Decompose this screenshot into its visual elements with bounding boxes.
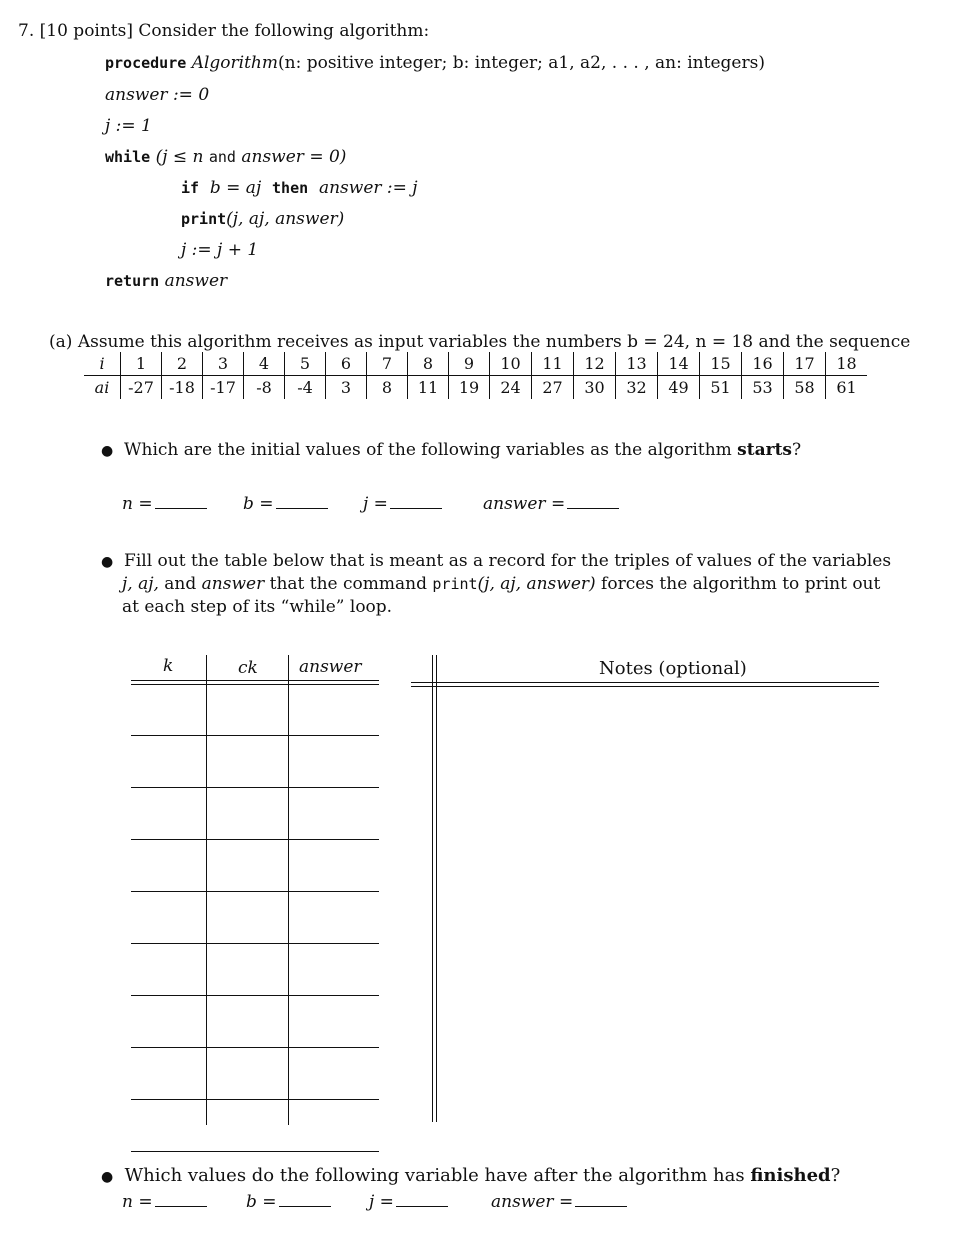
q1-after: ?	[792, 440, 802, 460]
q3-n-field[interactable]	[122, 1192, 207, 1212]
row-rule	[131, 787, 379, 788]
q1-j-blank[interactable]	[390, 508, 442, 509]
kw-while: while	[105, 148, 151, 166]
sequence-index-cell: 8	[408, 352, 449, 376]
if-cond: b = aj	[209, 178, 262, 198]
q1-text	[101, 440, 801, 460]
problem-points: [10 points]	[39, 21, 133, 41]
q3-answer-blank[interactable]	[575, 1206, 627, 1207]
q2-print-kw: print	[432, 575, 478, 593]
algo-params: (n: positive integer; b: integer; a1, a2, . . . , an: integers)	[277, 53, 765, 73]
sequence-index-cell: 18	[826, 352, 868, 376]
q2-vars: j, aj,	[122, 574, 159, 594]
q1-b-blank[interactable]	[276, 508, 328, 509]
sequence-index-cell: 7	[367, 352, 408, 376]
q1-b-label: b =	[243, 494, 274, 514]
bullet-icon: ●	[101, 443, 114, 459]
q3-answer-label: answer =	[491, 1192, 574, 1212]
header-rule-top	[131, 680, 379, 681]
algo-procedure-line	[105, 53, 765, 73]
sequence-value-cell: 24	[490, 376, 532, 400]
algo-while-line	[105, 147, 346, 167]
sequence-index-cell: 9	[449, 352, 490, 376]
while-cond-1: (j ≤ n	[155, 147, 204, 167]
sequence-value-cell: 27	[532, 376, 574, 400]
sequence-index-cell: 16	[742, 352, 784, 376]
part-a-label: (a)	[49, 332, 73, 352]
sequence-value-cell: -18	[162, 376, 203, 400]
sequence-index-cell: 3	[203, 352, 244, 376]
col-answer-header: answer	[299, 657, 362, 677]
q1-n-label: n =	[122, 494, 153, 514]
notes-divider-left	[432, 655, 433, 1122]
sequence-value-cell: -17	[203, 376, 244, 400]
sequence-index-cell: 4	[244, 352, 285, 376]
q3-answer-field[interactable]	[491, 1192, 627, 1212]
algo-j-init: j := 1	[105, 116, 152, 136]
notes-rule-top	[411, 682, 879, 683]
bullet-icon: ●	[101, 554, 114, 570]
sequence-value-cell: -8	[244, 376, 285, 400]
row-rule	[131, 943, 379, 944]
q1-n-blank[interactable]	[155, 508, 207, 509]
q3-b-field[interactable]	[246, 1192, 331, 1212]
sequence-table	[84, 352, 867, 399]
sequence-index-cell: 2	[162, 352, 203, 376]
row-rule	[131, 1047, 379, 1048]
q3-j-field[interactable]	[369, 1192, 448, 1212]
kw-procedure: procedure	[105, 54, 187, 72]
algo-answer-init: answer := 0	[105, 85, 210, 105]
algo-if-line	[181, 178, 418, 198]
sequence-value-cell: -27	[121, 376, 162, 400]
sequence-value-cell: 51	[700, 376, 742, 400]
row-rule	[131, 735, 379, 736]
sequence-index-cell: 10	[490, 352, 532, 376]
then-stmt: answer := j	[318, 178, 418, 198]
kw-and: and	[208, 148, 236, 166]
kw-print: print	[181, 210, 227, 228]
kw-return: return	[105, 272, 160, 290]
q3-before: Which values do the following variable have after the algorithm has	[124, 1165, 751, 1186]
q1-j-label: j =	[363, 494, 388, 514]
q2-answer-var: answer	[201, 574, 265, 594]
sequence-index-cell: 12	[574, 352, 616, 376]
row-rule	[131, 839, 379, 840]
q3-n-blank[interactable]	[155, 1206, 207, 1207]
q3-n-label: n =	[122, 1192, 153, 1212]
sequence-value-cell: 61	[826, 376, 868, 400]
algo-name: Algorithm	[191, 53, 278, 73]
q1-answer-label: answer =	[483, 494, 566, 514]
q3-j-label: j =	[369, 1192, 394, 1212]
q2-line1	[101, 551, 891, 571]
sequence-value-cell: 19	[449, 376, 490, 400]
sequence-value-cell: 8	[367, 376, 408, 400]
algo-print-line	[181, 209, 344, 229]
col-divider-1	[206, 655, 207, 1125]
sequence-index-cell: 5	[285, 352, 326, 376]
q3-j-blank[interactable]	[396, 1206, 448, 1207]
sequence-index-row	[84, 352, 867, 376]
sequence-value-cell: 3	[326, 376, 367, 400]
q1-answer-blank[interactable]	[567, 508, 619, 509]
sequence-value-cell: 58	[784, 376, 826, 400]
sequence-index-cell: 6	[326, 352, 367, 376]
col-divider-2	[288, 655, 289, 1125]
q2-command-text: that the command	[264, 574, 433, 594]
q1-before: Which are the initial values of the following variables as the algorithm	[124, 440, 738, 460]
problem-number: 7.	[18, 21, 35, 41]
col-k-header: k	[163, 656, 174, 676]
while-cond-2: answer = 0)	[241, 147, 347, 167]
sequence-index-cell: 1	[121, 352, 162, 376]
notes-rule-bottom	[411, 686, 879, 687]
row-rule	[131, 1099, 379, 1100]
sequence-value-cell: 49	[658, 376, 700, 400]
q3-text	[101, 1165, 840, 1186]
part-a-text	[49, 332, 910, 352]
q1-n-field[interactable]	[122, 494, 207, 514]
q1-j-field[interactable]	[363, 494, 442, 514]
q1-bold: starts	[737, 440, 792, 460]
bullet-icon: ●	[101, 1169, 114, 1185]
q3-b-label: b =	[246, 1192, 277, 1212]
sequence-index-cell: 15	[700, 352, 742, 376]
q3-b-blank[interactable]	[279, 1206, 331, 1207]
sequence-value-cell: 11	[408, 376, 449, 400]
sequence-index-cell: 17	[784, 352, 826, 376]
part-a-body: Assume this algorithm receives as input variables the numbers b = 24, n = 18 and the sequence	[77, 332, 911, 352]
header-rule-bottom	[131, 684, 379, 685]
sequence-index-cell: 14	[658, 352, 700, 376]
row-rule	[131, 891, 379, 892]
q1-answer-field[interactable]	[483, 494, 619, 514]
col-ck-header: ck	[238, 658, 258, 678]
q3-after: ?	[830, 1165, 841, 1186]
algo-increment: j := j + 1	[181, 240, 259, 260]
q2-line2	[122, 574, 880, 594]
sequence-value-row	[84, 376, 867, 400]
kw-if: if	[181, 179, 200, 197]
row-a-label: ai	[94, 377, 110, 397]
q2-line1-text: Fill out the table below that is meant as a record for the triples of values of the variables	[124, 551, 892, 571]
row-rule	[131, 995, 379, 996]
algo-return-line	[105, 271, 227, 291]
q2-print-args: (j, aj, answer)	[477, 574, 596, 594]
q2-and: and	[158, 574, 202, 594]
sequence-value-cell: -4	[285, 376, 326, 400]
print-args: (j, aj, answer)	[226, 209, 345, 229]
sequence-value-cell: 53	[742, 376, 784, 400]
q3-bold: finished	[750, 1165, 831, 1186]
problem-intro: Consider the following algorithm:	[138, 21, 430, 41]
q2-forces: forces the algorithm to print out	[595, 574, 881, 594]
return-val: answer	[164, 271, 228, 291]
q1-b-field[interactable]	[243, 494, 328, 514]
sequence-value-cell: 32	[616, 376, 658, 400]
sequence-index-cell: 13	[616, 352, 658, 376]
sequence-value-cell: 30	[574, 376, 616, 400]
sequence-index-cell: 11	[532, 352, 574, 376]
problem-header	[18, 21, 429, 41]
kw-then: then	[272, 179, 309, 197]
notes-divider-right	[436, 655, 437, 1122]
notes-header: Notes (optional)	[599, 658, 747, 679]
row-i-label: i	[84, 352, 121, 376]
q2-line3: at each step of its “while” loop.	[122, 597, 393, 617]
row-rule	[131, 1151, 379, 1152]
